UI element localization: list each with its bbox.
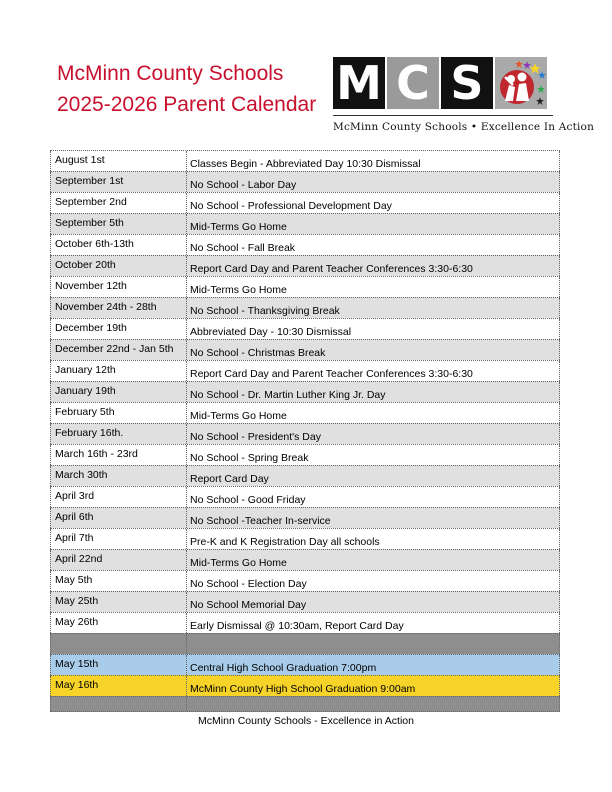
row-event: Pre-K and K Registration Day all schools <box>187 529 560 549</box>
logo-letter-s: S <box>441 57 493 109</box>
page-subtitle: 2025-2026 Parent Calendar <box>57 93 317 116</box>
row-date: May 16th <box>50 676 187 696</box>
logo-letter-m: M <box>333 57 385 109</box>
row-date: April 6th <box>50 508 187 528</box>
row-event: No School - Labor Day <box>187 172 560 192</box>
row-event: Mid-Terms Go Home <box>187 214 560 234</box>
row-date: March 16th - 23rd <box>50 445 187 465</box>
divider-row <box>50 633 560 654</box>
table-row <box>50 423 560 444</box>
row-date: January 19th <box>50 382 187 402</box>
row-date: May 5th <box>50 571 187 591</box>
row-date: December 19th <box>50 319 187 339</box>
table-row <box>50 444 560 465</box>
table-row <box>50 402 560 423</box>
table-row <box>50 339 560 360</box>
row-date: November 12th <box>50 277 187 297</box>
star-student-icon <box>495 57 547 109</box>
row-event: No School - Dr. Martin Luther King Jr. Day <box>187 382 560 402</box>
table-row <box>50 234 560 255</box>
row-event: No School - President's Day <box>187 424 560 444</box>
table-row <box>50 192 560 213</box>
row-date: March 30th <box>50 466 187 486</box>
page-title: McMinn County Schools <box>57 62 284 85</box>
row-event: Report Card Day and Parent Teacher Conferences 3:30-6:30 <box>187 256 560 276</box>
page-footer: McMinn County Schools - Excellence in Action <box>198 715 414 727</box>
row-event: No School - Fall Break <box>187 235 560 255</box>
row-event: No School - Christmas Break <box>187 340 560 360</box>
table-row <box>50 465 560 486</box>
table-row <box>50 360 560 381</box>
row-event: Report Card Day <box>187 466 560 486</box>
row-event: No School -Teacher In-service <box>187 508 560 528</box>
table-row <box>50 591 560 612</box>
row-date: February 5th <box>50 403 187 423</box>
row-date: September 1st <box>50 172 187 192</box>
row-date: October 6th-13th <box>50 235 187 255</box>
graduation-row-central <box>50 654 560 675</box>
row-event: No School - Good Friday <box>187 487 560 507</box>
row-date: April 3rd <box>50 487 187 507</box>
row-date: May 15th <box>50 655 187 675</box>
table-row <box>50 255 560 276</box>
row-date: November 24th - 28th <box>50 298 187 318</box>
logo-letter-c: C <box>387 57 439 109</box>
table-row <box>50 549 560 570</box>
table-row <box>50 276 560 297</box>
row-date: December 22nd - Jan 5th <box>50 340 187 360</box>
divider-row <box>50 696 560 712</box>
table-row <box>50 318 560 339</box>
table-row <box>50 570 560 591</box>
graduation-row-mcminn <box>50 675 560 696</box>
row-event: No School - Spring Break <box>187 445 560 465</box>
row-date: September 2nd <box>50 193 187 213</box>
table-row <box>50 612 560 633</box>
row-event: Classes Begin - Abbreviated Day 10:30 Dismissal <box>187 151 560 171</box>
row-event: Mid-Terms Go Home <box>187 550 560 570</box>
row-event: Report Card Day and Parent Teacher Conferences 3:30-6:30 <box>187 361 560 381</box>
row-date: October 20th <box>50 256 187 276</box>
calendar-table <box>50 150 560 712</box>
row-event: McMinn County High School Graduation 9:00am <box>187 676 560 696</box>
row-event: No School Memorial Day <box>187 592 560 612</box>
mcs-logo <box>333 56 595 137</box>
table-row <box>50 486 560 507</box>
row-event: Central High School Graduation 7:00pm <box>187 655 560 675</box>
row-date: April 22nd <box>50 550 187 570</box>
table-row <box>50 528 560 549</box>
table-row <box>50 507 560 528</box>
row-event: Mid-Terms Go Home <box>187 403 560 423</box>
row-event: Mid-Terms Go Home <box>187 277 560 297</box>
row-date: May 26th <box>50 613 187 633</box>
row-event: No School - Thanksgiving Break <box>187 298 560 318</box>
table-row <box>50 213 560 234</box>
table-row <box>50 297 560 318</box>
table-row <box>50 150 560 171</box>
row-event: Early Dismissal @ 10:30am, Report Card Day <box>187 613 560 633</box>
row-date: September 5th <box>50 214 187 234</box>
row-date: April 7th <box>50 529 187 549</box>
row-date: August 1st <box>50 151 187 171</box>
row-date: February 16th. <box>50 424 187 444</box>
logo-tagline: McMinn County Schools • Excellence In Action <box>333 121 595 133</box>
row-event: No School - Professional Development Day <box>187 193 560 213</box>
logo-rule <box>333 115 553 116</box>
row-event: Abbreviated Day - 10:30 Dismissal <box>187 319 560 339</box>
table-row <box>50 381 560 402</box>
row-date: May 25th <box>50 592 187 612</box>
row-date: January 12th <box>50 361 187 381</box>
row-event: No School - Election Day <box>187 571 560 591</box>
table-row <box>50 171 560 192</box>
